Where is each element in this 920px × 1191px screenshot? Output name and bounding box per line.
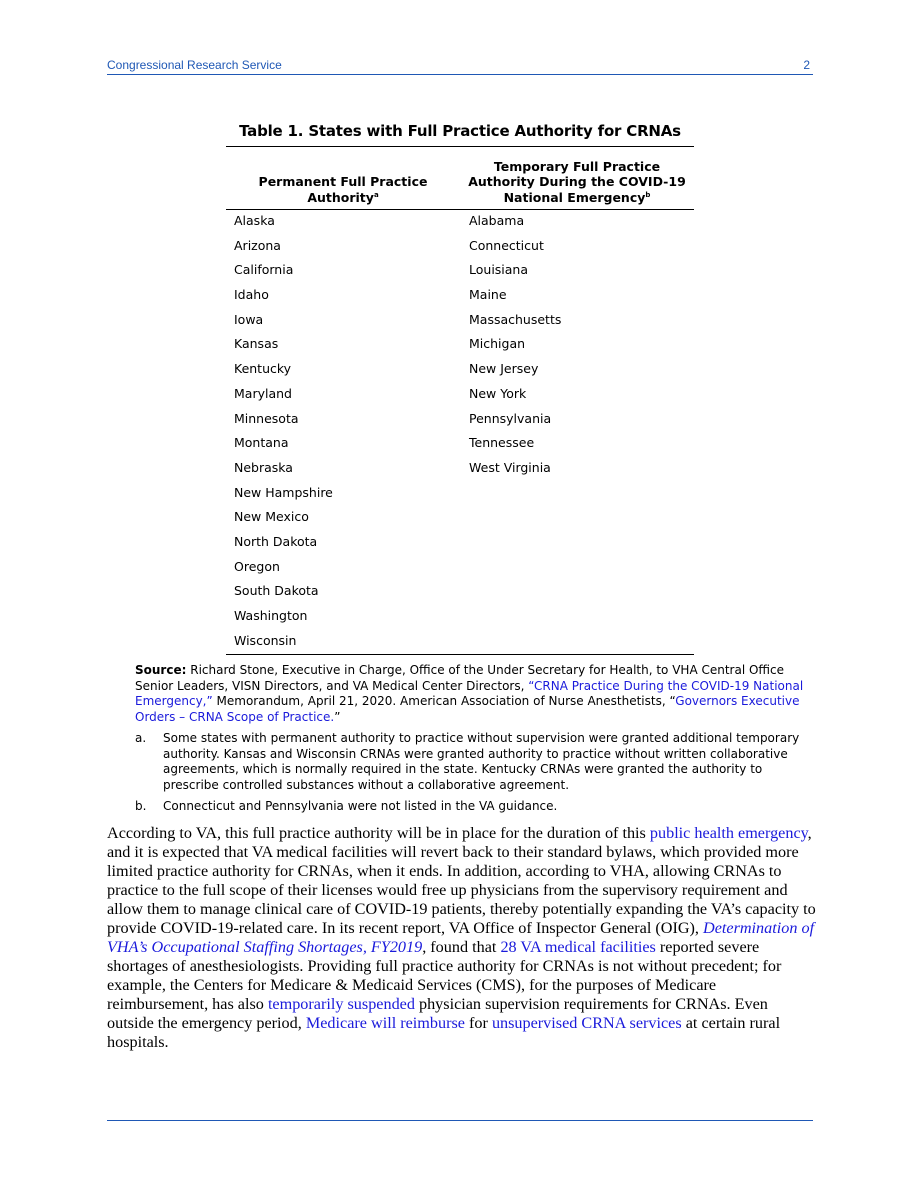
temporary-state-item: Tennessee <box>469 435 535 451</box>
table-bottom-rule <box>226 654 694 655</box>
temporary-state-item: Massachusetts <box>469 311 562 327</box>
permanent-state-item: North Dakota <box>234 533 318 549</box>
source-text-2: Memorandum, April 21, 2020. American Association of Nurse Anesthetists, “ <box>212 694 676 708</box>
footnote-b <box>135 799 815 815</box>
col-header-permanent-label: Permanent Full Practice Authority <box>258 174 428 205</box>
source-link-memorandum[interactable]: “CRNA Practice During the COVID-19 National Emergency,” <box>135 678 804 708</box>
table-top-rule <box>226 146 694 147</box>
source-text-3: ” <box>334 709 341 724</box>
body-text-2: , and it is expected that VA medical facilities will revert back to their standard bylaws, which provided more limited practice authority for CRNAs, when it ends. In addition, according to VHA, allowing CRNAs to practice to the full scope of their licenses would free up physicians from the supervisory requirement and allow them to manage clinical care of COVID-19 patients, thereby potentially expanding the VA’s capacity to provide COVID-19-related care. In its recent report, VA Office of Inspector General (OIG), <box>107 824 816 937</box>
table-notes <box>135 663 815 815</box>
body-text-7: at certain rural hospitals. <box>107 1014 781 1051</box>
temporary-state-item: Connecticut <box>469 237 544 253</box>
permanent-state-item: Kansas <box>234 336 279 352</box>
permanent-state-item: Minnesota <box>234 410 299 426</box>
permanent-state-item: Wisconsin <box>234 632 297 648</box>
body-text-3: , found that <box>422 938 501 956</box>
table-title: Table 1. States with Full Practice Authority for CRNAs <box>239 122 681 140</box>
header-title: Congressional Research Service <box>107 58 282 72</box>
footnote-a <box>135 731 815 793</box>
source-label: Source: <box>135 663 187 677</box>
temporary-state-item: Alabama <box>469 213 525 228</box>
temporary-state-item: West Virginia <box>469 459 551 475</box>
footnote-b-marker: b. <box>135 799 147 813</box>
body-text-1: According to VA, this full practice authority will be in place for the duration of this <box>107 824 650 842</box>
temporary-state-item: New Jersey <box>469 361 539 377</box>
col-header-permanent <box>226 153 460 205</box>
permanent-state-item: Washington <box>234 608 308 623</box>
source-link-aana[interactable]: Governors Executive Orders – CRNA Scope of Practice. <box>135 694 800 724</box>
col-header-temporary <box>460 153 694 205</box>
link-unsupervised-crna[interactable]: unsupervised CRNA services <box>491 1014 682 1032</box>
footer-rule <box>107 1120 813 1121</box>
oig-report-title: Determination of VHA’s Occupational Staffing Shortages, FY2019 <box>107 919 815 956</box>
permanent-state-item: Montana <box>234 435 289 451</box>
link-public-health-emergency[interactable]: public health emergency <box>649 824 808 842</box>
permanent-state-item: Idaho <box>234 287 269 303</box>
body-text-4: reported severe shortages of anesthesiologists. Providing full practice authority for CRNAs is not without precedent; for example, the Centers for Medicare & Medicaid Services (CMS), for the purposes of Medicare reimbursement, has also <box>107 938 782 1013</box>
table-header-rule <box>226 209 694 210</box>
permanent-state-item: New Hampshire <box>234 484 333 500</box>
temporary-states-column <box>469 213 561 485</box>
body-text-6: for <box>464 1014 492 1032</box>
body-text-5: physician supervision requirements for CRNAs. Even outside the emergency period, <box>107 995 768 1032</box>
source-text-1: Richard Stone, Executive in Charge, Office of the Under Secretary for Health, to VHA Central Office Senior Leaders, VISN Directors, and VA Medical Center Directors, <box>135 663 785 693</box>
source-note <box>135 663 815 725</box>
page-header <box>107 58 813 75</box>
body-paragraph <box>107 824 817 1052</box>
temporary-state-item: Michigan <box>469 336 526 352</box>
link-temporarily-suspended[interactable]: temporarily suspended <box>267 995 415 1013</box>
footnote-marker-b: b <box>645 190 651 199</box>
col-header-temporary-label: Temporary Full Practice Authority During the COVID-19 National Emergency <box>468 158 686 205</box>
footnote-b-text: Connecticut and Pennsylvania were not listed in the VA guidance. <box>163 799 558 813</box>
permanent-state-item: Oregon <box>234 558 280 574</box>
temporary-state-item: New York <box>469 385 527 401</box>
permanent-state-item: South Dakota <box>234 583 319 599</box>
footnote-marker-a: a <box>373 190 379 199</box>
page-number: 2 <box>803 58 810 72</box>
permanent-state-item: New Mexico <box>234 509 309 525</box>
link-va-facilities[interactable]: 28 VA medical facilities <box>500 938 656 956</box>
permanent-state-item: Iowa <box>234 311 264 327</box>
permanent-state-item: California <box>234 262 294 278</box>
permanent-state-item: Kentucky <box>234 361 292 377</box>
permanent-states-column <box>234 213 333 657</box>
permanent-state-item: Maryland <box>234 385 292 401</box>
temporary-state-item: Maine <box>469 287 507 303</box>
footnote-a-text: Some states with permanent authority to practice without supervision were granted additional temporary authority. Kansas and Wisconsin CRNAs were granted authority to practice without written collaborative agreements, which is normally required in the state. Kentucky CRNAs were granted the authority to prescribe controlled substances without a collaborative agreement. <box>163 731 800 792</box>
permanent-state-item: Alaska <box>234 213 275 228</box>
footnote-a-marker: a. <box>135 731 147 745</box>
temporary-state-item: Louisiana <box>469 262 529 278</box>
permanent-state-item: Nebraska <box>234 459 293 475</box>
temporary-state-item: Pennsylvania <box>469 410 552 426</box>
link-medicare-reimburse[interactable]: Medicare will reimburse <box>305 1014 465 1032</box>
permanent-state-item: Arizona <box>234 237 281 253</box>
